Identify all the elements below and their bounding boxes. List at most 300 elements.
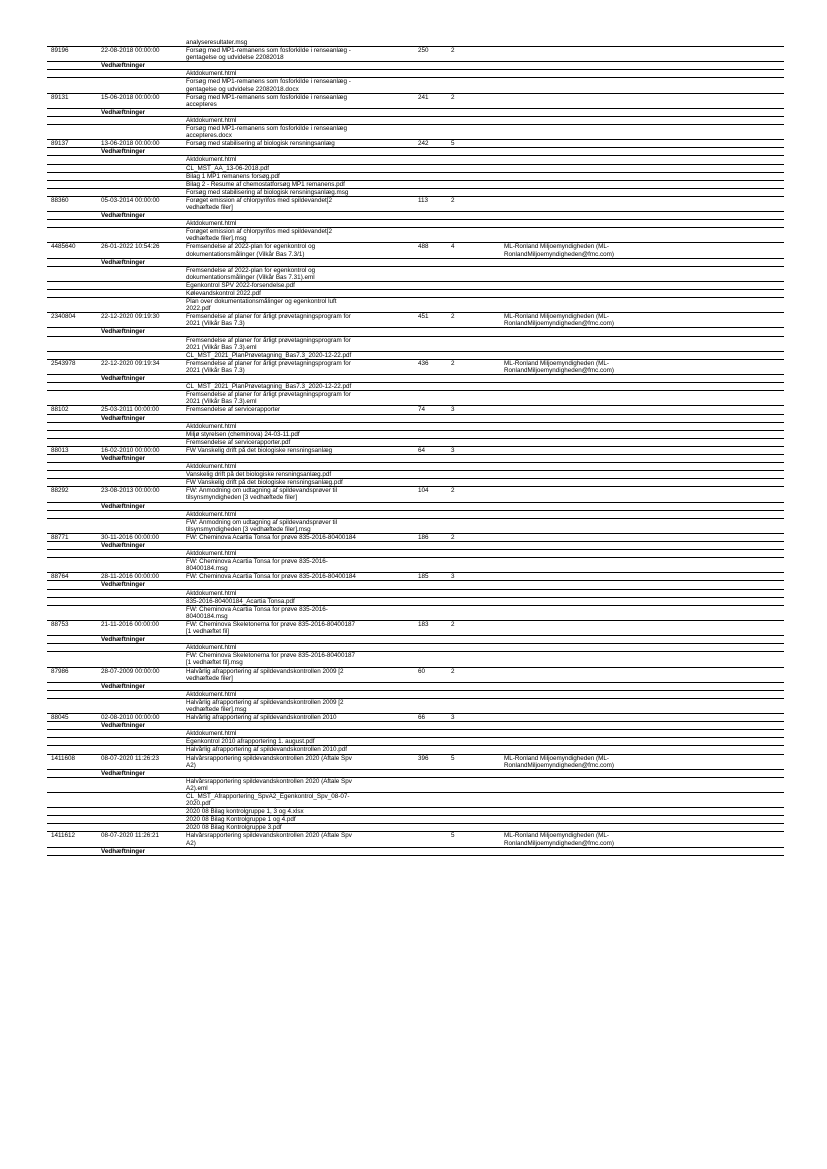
empty-cell <box>101 39 186 46</box>
record-row <box>47 534 784 542</box>
attachment-name: CL_MST_2021_PlanPrøvetagning_Bas7.3_2020-12-22.pdf <box>186 383 352 391</box>
empty-cell <box>47 581 101 588</box>
record-id: 88292 <box>51 487 69 495</box>
empty-cell <box>47 511 101 518</box>
attachment-row <box>47 70 784 78</box>
record-recipient: ML-Ronland Miljoemyndigheden (ML- RonlandMiljoemyndigheden@fmc.com) <box>504 832 614 847</box>
empty-cell <box>47 415 101 422</box>
empty-cell <box>101 117 186 124</box>
attachment-row <box>47 189 784 197</box>
attachment-row <box>47 699 784 714</box>
empty-cell <box>101 598 186 605</box>
attachment-name: Aktdokument.html <box>186 70 237 78</box>
attachment-row <box>47 793 784 808</box>
record-recipient <box>504 621 784 628</box>
attachments-label: Vedhæftninger <box>101 148 146 156</box>
empty-cell <box>47 39 101 46</box>
attachments-label: Vedhæftninger <box>101 502 146 510</box>
record-recipient <box>504 447 784 454</box>
attachment-count: 2 <box>451 47 455 55</box>
record-table <box>47 39 784 856</box>
empty-cell <box>101 511 186 518</box>
attachments-label-row <box>47 62 784 70</box>
empty-cell <box>101 431 186 438</box>
record-recipient <box>504 94 784 101</box>
attachment-name: 2020 08 Bilag kontrolgruppe 1, 3 og 4.xlsx <box>186 808 304 816</box>
attachment-count: 3 <box>451 714 455 722</box>
record-title: Fremsendelse af servicerapporter <box>186 406 281 414</box>
attachment-row <box>47 181 784 189</box>
empty-cell <box>47 808 101 815</box>
empty-cell <box>47 455 101 462</box>
record-date: 28-11-2016 00:00:00 <box>101 573 160 581</box>
empty-cell <box>47 598 101 605</box>
attachment-row <box>47 550 784 558</box>
empty-cell <box>101 590 186 597</box>
record-id: 88013 <box>51 446 69 454</box>
attachment-name: Halvårsrapportering spildevandskontrollen 2020 (Aftale Spv A2).eml <box>186 777 352 792</box>
attachment-name: FW: Cheminova Skeletonema for prøve 835-2016-80400187 [1 vedhæftet fil].msg <box>186 652 355 667</box>
attachment-name: Egenkontrol SPV 2022-forsendelse.pdf <box>186 281 295 289</box>
record-date: 16-02-2010 00:00:00 <box>101 446 160 454</box>
empty-cell <box>101 189 186 196</box>
attachment-row <box>47 423 784 431</box>
attachments-label: Vedhæftninger <box>101 212 146 220</box>
empty-cell <box>47 212 101 219</box>
record-title: Forsøg med MP1-remanens som fosforkilde i renseanlæg - gentagelse og udvidelse 22082018 <box>186 47 351 62</box>
attachment-name: analyseresultater.msg <box>186 39 248 46</box>
attachment-name: CL_MST_2021_PlanPrøvetagning_Bas7.3_2020-12-22.pdf <box>186 351 352 359</box>
attachment-name: 2020 08 Bilag Kontrolgruppe 1 og 4.pdf <box>186 816 296 824</box>
attachment-name: CL_MST_AA_13-06-2018.pdf <box>186 164 269 172</box>
record-recipient: ML-Ronland Miljoemyndigheden (ML- RonlandMiljoemyndigheden@fmc.com) <box>504 754 614 769</box>
attachments-label-row <box>47 148 784 156</box>
attachments-label: Vedhæftninger <box>101 328 146 336</box>
attachment-count: 2 <box>451 313 455 321</box>
attachment-count: 2 <box>451 667 455 675</box>
empty-cell <box>47 722 101 729</box>
record-number: 183 <box>418 620 429 628</box>
record-number: 241 <box>418 93 429 101</box>
attachment-name: Fremsendelse af 2022-plan for egenkontrol og dokumentationsmålinger (Vilkår Bas 7.31).eml <box>186 266 316 281</box>
record-number: 451 <box>418 313 429 321</box>
attachment-row <box>47 471 784 479</box>
attachment-row <box>47 290 784 298</box>
record-title: Halvårlig afrapportering af spildevandskontrollen 2010 <box>186 714 337 722</box>
record-row <box>47 406 784 414</box>
attachment-name: Bilag 1 MP1 remanens forsøg.pdf <box>186 172 280 180</box>
attachment-name: 835-2016-80400184_Acartia Tonsa.pdf <box>186 597 295 605</box>
empty-cell <box>101 471 186 478</box>
record-recipient <box>504 47 784 54</box>
record-row <box>47 197 784 212</box>
attachment-row <box>47 816 784 824</box>
empty-cell <box>47 78 101 85</box>
attachment-name: Aktdokument.html <box>186 510 237 518</box>
attachment-name: Vanskelig drift på det biologiske rensningsanlæg.pdf <box>186 471 332 479</box>
record-recipient <box>504 487 784 494</box>
attachment-count: 5 <box>451 140 455 148</box>
attachments-label: Vedhæftninger <box>101 769 146 777</box>
attachment-count: 3 <box>451 573 455 581</box>
record-date: 08-07-2020 11:26:21 <box>101 832 160 840</box>
record-title: Forsøg med stabilisering af biologisk rensningsanlæg <box>186 140 335 148</box>
empty-cell <box>47 439 101 446</box>
attachments-label-row <box>47 770 784 778</box>
empty-cell <box>47 848 101 855</box>
empty-cell <box>47 173 101 180</box>
attachment-row <box>47 117 784 125</box>
record-date: 13-06-2018 00:00:00 <box>101 140 160 148</box>
empty-cell <box>101 70 186 77</box>
empty-cell <box>47 298 101 305</box>
record-date: 28-07-2009 00:00:00 <box>101 667 160 675</box>
attachment-name: FW: Anmodning om udtagning af spildevandsprøver til tilsynsmyndigheden [3 vedhæftede filer].msg <box>186 518 338 533</box>
record-id: 88764 <box>51 573 69 581</box>
empty-cell <box>47 337 101 344</box>
empty-cell <box>47 282 101 289</box>
attachments-label-row <box>47 109 784 117</box>
attachment-row <box>47 39 784 47</box>
empty-cell <box>101 337 186 344</box>
attachment-row <box>47 511 784 519</box>
record-id: 88360 <box>51 196 69 204</box>
empty-cell <box>47 181 101 188</box>
record-date: 08-07-2020 11:26:23 <box>101 754 160 762</box>
record-row <box>47 573 784 581</box>
attachment-row <box>47 606 784 621</box>
empty-cell <box>47 267 101 274</box>
record-recipient <box>504 140 784 147</box>
attachments-label: Vedhæftninger <box>101 62 146 70</box>
attachment-row <box>47 778 784 793</box>
attachment-row <box>47 558 784 573</box>
attachment-count: 5 <box>451 754 455 762</box>
empty-cell <box>47 70 101 77</box>
attachment-row <box>47 519 784 534</box>
empty-cell <box>101 606 186 613</box>
empty-cell <box>47 259 101 266</box>
empty-cell <box>101 383 186 390</box>
record-number <box>418 832 451 839</box>
empty-cell <box>101 730 186 737</box>
record-id: 89196 <box>51 47 69 55</box>
record-recipient: ML-Ronland Miljoemyndigheden (ML- RonlandMiljoemyndigheden@fmc.com) <box>504 359 614 374</box>
attachments-label-row <box>47 259 784 267</box>
attachment-row <box>47 352 784 360</box>
attachment-row <box>47 738 784 746</box>
record-number: 250 <box>418 47 429 55</box>
attachment-name: Forøget emission af chlorpyrifos med spildevandet[2 vedhæftede filer].msg <box>186 228 332 243</box>
attachment-name: Aktdokument.html <box>186 730 237 738</box>
empty-cell <box>47 746 101 753</box>
attachment-name: CL_MST_Afrapportering_SpvA2_Egenkontrol_Spv_08-07- 2020.pdf <box>186 793 350 808</box>
attachments-label-row <box>47 328 784 336</box>
record-recipient <box>504 197 784 204</box>
record-date: 22-12-2020 09:19:34 <box>101 359 160 367</box>
empty-cell <box>101 463 186 470</box>
empty-cell <box>47 189 101 196</box>
empty-cell <box>101 439 186 446</box>
attachments-label-row <box>47 212 784 220</box>
empty-cell <box>47 220 101 227</box>
empty-cell <box>47 519 101 526</box>
empty-cell <box>47 471 101 478</box>
empty-cell <box>101 644 186 651</box>
empty-cell <box>47 156 101 163</box>
record-title: Halvårsrapportering spildevandskontrollen 2020 (Aftale Spv A2) <box>186 832 352 847</box>
record-row <box>47 94 784 109</box>
empty-cell <box>47 824 101 831</box>
attachment-row <box>47 298 784 313</box>
attachments-label-row <box>47 581 784 589</box>
record-title: Halvårlig afrapportering af spildevandskontrollen 2009 [2 vedhæftede filer] <box>186 667 344 682</box>
attachments-label: Vedhæftninger <box>101 581 146 589</box>
attachments-label: Vedhæftninger <box>101 682 146 690</box>
attachment-row <box>47 431 784 439</box>
attachment-row <box>47 644 784 652</box>
attachment-count: 2 <box>451 359 455 367</box>
record-recipient: ML-Ronland Miljoemyndigheden (ML- RonlandMiljoemyndigheden@fmc.com) <box>504 243 614 258</box>
record-number: 64 <box>418 446 426 454</box>
empty-cell <box>47 62 101 69</box>
empty-cell <box>47 550 101 557</box>
record-title: Halvårsrapportering spildevandskontrollen 2020 (Aftale Spv A2) <box>186 754 352 769</box>
record-id: 88102 <box>51 406 69 414</box>
empty-cell <box>47 636 101 643</box>
attachment-name: Aktdokument.html <box>186 644 237 652</box>
attachment-count: 5 <box>451 832 455 840</box>
empty-cell <box>47 117 101 124</box>
record-row <box>47 243 784 258</box>
empty-cell <box>47 423 101 430</box>
record-id: 4485640 <box>51 243 76 251</box>
attachment-name: Aktdokument.html <box>186 550 237 558</box>
empty-cell <box>47 730 101 737</box>
attachment-count: 2 <box>451 196 455 204</box>
attachments-label: Vedhæftninger <box>101 847 146 855</box>
record-date: 15-06-2018 00:00:00 <box>101 93 160 101</box>
attachments-label: Vedhæftninger <box>101 542 146 549</box>
record-number: 396 <box>418 754 429 762</box>
empty-cell <box>47 542 101 549</box>
attachment-name: Aktdokument.html <box>186 156 237 164</box>
empty-cell <box>47 738 101 745</box>
attachment-row <box>47 337 784 352</box>
attachment-count: 2 <box>451 533 455 541</box>
record-number: 104 <box>418 487 429 495</box>
empty-cell <box>101 78 186 85</box>
empty-cell <box>101 652 186 659</box>
attachment-name: Fremsendelse af servicerapporter.pdf <box>186 438 291 446</box>
record-number: 186 <box>418 533 429 541</box>
empty-cell <box>101 808 186 815</box>
empty-cell <box>101 699 186 706</box>
record-number: 185 <box>418 573 429 581</box>
record-number: 488 <box>418 243 429 251</box>
attachment-row <box>47 156 784 164</box>
empty-cell <box>101 228 186 235</box>
empty-cell <box>47 328 101 335</box>
empty-cell <box>47 383 101 390</box>
attachment-count: 2 <box>451 93 455 101</box>
empty-cell <box>47 125 101 132</box>
empty-cell <box>47 463 101 470</box>
empty-cell <box>101 267 186 274</box>
record-number: 74 <box>418 406 426 414</box>
record-id: 1411608 <box>51 754 76 762</box>
attachment-row <box>47 746 784 754</box>
empty-cell <box>47 290 101 297</box>
record-id: 89131 <box>51 93 69 101</box>
record-title: FW: Cheminova Acartia Tonsa for prøve 835-2016-80400184 <box>186 573 356 581</box>
record-title: Fremsendelse af 2022-plan for egenkontrol og dokumentationsmålinger (Vilkår Bas 7.3/1) <box>186 243 316 258</box>
attachments-label: Vedhæftninger <box>101 722 146 730</box>
attachment-name: Halvårlig afrapportering af spildevandskontrollen 2010.pdf <box>186 746 348 754</box>
record-date: 30-11-2016 00:00:00 <box>101 533 160 541</box>
empty-cell <box>47 558 101 565</box>
empty-cell <box>47 228 101 235</box>
record-id: 2340804 <box>51 313 76 321</box>
attachment-name: Forsøg med stabilisering af biologisk rensningsanlæg.msg <box>186 188 349 196</box>
attachments-label: Vedhæftninger <box>101 375 146 383</box>
attachment-name: Halvårlig afrapportering af spildevandskontrollen 2009 [2 vedhæftede filer].msg <box>186 698 344 713</box>
attachments-label: Vedhæftninger <box>101 258 146 266</box>
empty-cell <box>101 746 186 753</box>
empty-cell <box>47 699 101 706</box>
attachments-label-row <box>47 455 784 463</box>
empty-cell <box>47 778 101 785</box>
attachment-name: Forsøg med MP1-remanens som fosforkilde i renseanlæg accepteres.docx <box>186 125 347 140</box>
attachment-row <box>47 165 784 173</box>
empty-cell <box>47 590 101 597</box>
attachments-label-row <box>47 848 784 856</box>
record-id: 1411612 <box>51 832 76 840</box>
record-date: 02-08-2010 00:00:00 <box>101 714 160 722</box>
empty-cell <box>47 503 101 510</box>
empty-cell <box>47 606 101 613</box>
record-title: Forsøg med MP1-remanens som fosforkilde i renseanlæg accepteres <box>186 93 347 108</box>
attachment-count: 4 <box>451 243 455 251</box>
attachment-name: FW Vanskelig drift på det biologiske rensningsanlæg.pdf <box>186 479 343 487</box>
attachment-name: Aktdokument.html <box>186 589 237 597</box>
attachment-name: Fremsendelse af planer for årligt prøvetagningsprogram for 2021 (Vilkår Bas 7.3).eml <box>186 391 351 406</box>
record-number: 60 <box>418 667 426 675</box>
empty-cell <box>101 298 186 305</box>
attachments-label-row <box>47 415 784 423</box>
empty-cell <box>101 156 186 163</box>
record-date: 23-08-2013 00:00:00 <box>101 487 160 495</box>
attachment-name: Egenkontrol 2010 afrapportering 1. august.pdf <box>186 738 315 746</box>
record-date: 25-03-2011 00:00:00 <box>101 406 160 414</box>
empty-cell <box>101 125 186 132</box>
record-row <box>47 714 784 722</box>
attachment-name: Bilag 2 - Resume af chemostatforsøg MP1 remanens.pdf <box>186 180 345 188</box>
empty-cell <box>101 173 186 180</box>
record-row <box>47 140 784 148</box>
attachment-name: Kølevandskontrol 2022.pdf <box>186 290 261 297</box>
empty-cell <box>101 181 186 188</box>
record-row <box>47 313 784 328</box>
record-title: FW Vanskelig drift på det biologiske rensningsanlæg <box>186 446 333 454</box>
record-date: 05-03-2014 00:00:00 <box>101 196 160 204</box>
empty-cell <box>101 282 186 289</box>
record-number: 436 <box>418 359 429 367</box>
attachment-row <box>47 383 784 391</box>
attachment-row <box>47 824 784 832</box>
empty-cell <box>47 652 101 659</box>
empty-cell <box>101 778 186 785</box>
attachment-row <box>47 391 784 406</box>
attachment-name: Fremsendelse af planer for årligt prøvetagningsprogram for 2021 (Vilkår Bas 7.3).eml <box>186 336 351 351</box>
attachment-name: Aktdokument.html <box>186 463 237 471</box>
record-id: 88045 <box>51 714 69 722</box>
record-id: 88771 <box>51 533 69 541</box>
empty-cell <box>47 375 101 382</box>
attachment-count: 2 <box>451 487 455 495</box>
empty-cell <box>47 109 101 116</box>
record-number: 66 <box>418 714 426 722</box>
record-row <box>47 668 784 683</box>
record-id: 87986 <box>51 667 69 675</box>
record-recipient <box>504 668 784 675</box>
attachment-name: Aktdokument.html <box>186 116 237 124</box>
attachment-row <box>47 590 784 598</box>
attachment-name: Aktdokument.html <box>186 690 237 698</box>
empty-cell <box>101 816 186 823</box>
empty-cell <box>101 691 186 698</box>
attachment-row <box>47 598 784 606</box>
empty-cell <box>47 352 101 359</box>
empty-cell <box>47 148 101 155</box>
attachments-label: Vedhæftninger <box>101 636 146 644</box>
record-recipient <box>504 714 784 721</box>
record-title: FW: Anmodning om udtagning af spildevandsprøver til tilsynsmyndigheden [3 vedhæftede filer] <box>186 487 338 502</box>
attachments-label-row <box>47 542 784 550</box>
attachment-name: Aktdokument.html <box>186 220 237 228</box>
empty-cell <box>47 793 101 800</box>
attachment-row <box>47 808 784 816</box>
attachment-name: FW: Cheminova Acartia Tonsa for prøve 835-2016- 80400184.msg <box>186 605 328 620</box>
record-id: 2543978 <box>51 359 76 367</box>
attachments-label: Vedhæftninger <box>101 414 146 422</box>
record-date: 26-01-2022 10:54:26 <box>101 243 160 251</box>
record-recipient: ML-Ronland Miljoemyndigheden (ML- RonlandMiljoemyndigheden@fmc.com) <box>504 313 614 328</box>
record-date: 21-11-2016 00:00:00 <box>101 620 160 628</box>
attachment-name: Plan over dokumentationsmålinger og egenkontrol luft 2022.pdf <box>186 298 337 313</box>
attachment-row <box>47 730 784 738</box>
attachment-row <box>47 652 784 667</box>
attachment-name: Aktdokument.html <box>186 422 237 430</box>
record-row <box>47 755 784 770</box>
empty-cell <box>101 165 186 172</box>
record-row <box>47 832 784 847</box>
attachment-count: 3 <box>451 406 455 414</box>
attachment-row <box>47 228 784 243</box>
empty-cell <box>47 431 101 438</box>
attachment-row <box>47 267 784 282</box>
record-recipient <box>504 573 784 580</box>
record-row <box>47 47 784 62</box>
empty-cell <box>101 391 186 398</box>
attachment-row <box>47 691 784 699</box>
record-id: 88753 <box>51 620 69 628</box>
empty-cell <box>47 479 101 486</box>
empty-cell <box>101 550 186 557</box>
attachments-label-row <box>47 503 784 511</box>
record-recipient <box>504 406 784 413</box>
record-title: FW: Cheminova Skeletonema for prøve 835-2016-80400187 [1 vedhæftet fil] <box>186 620 355 636</box>
